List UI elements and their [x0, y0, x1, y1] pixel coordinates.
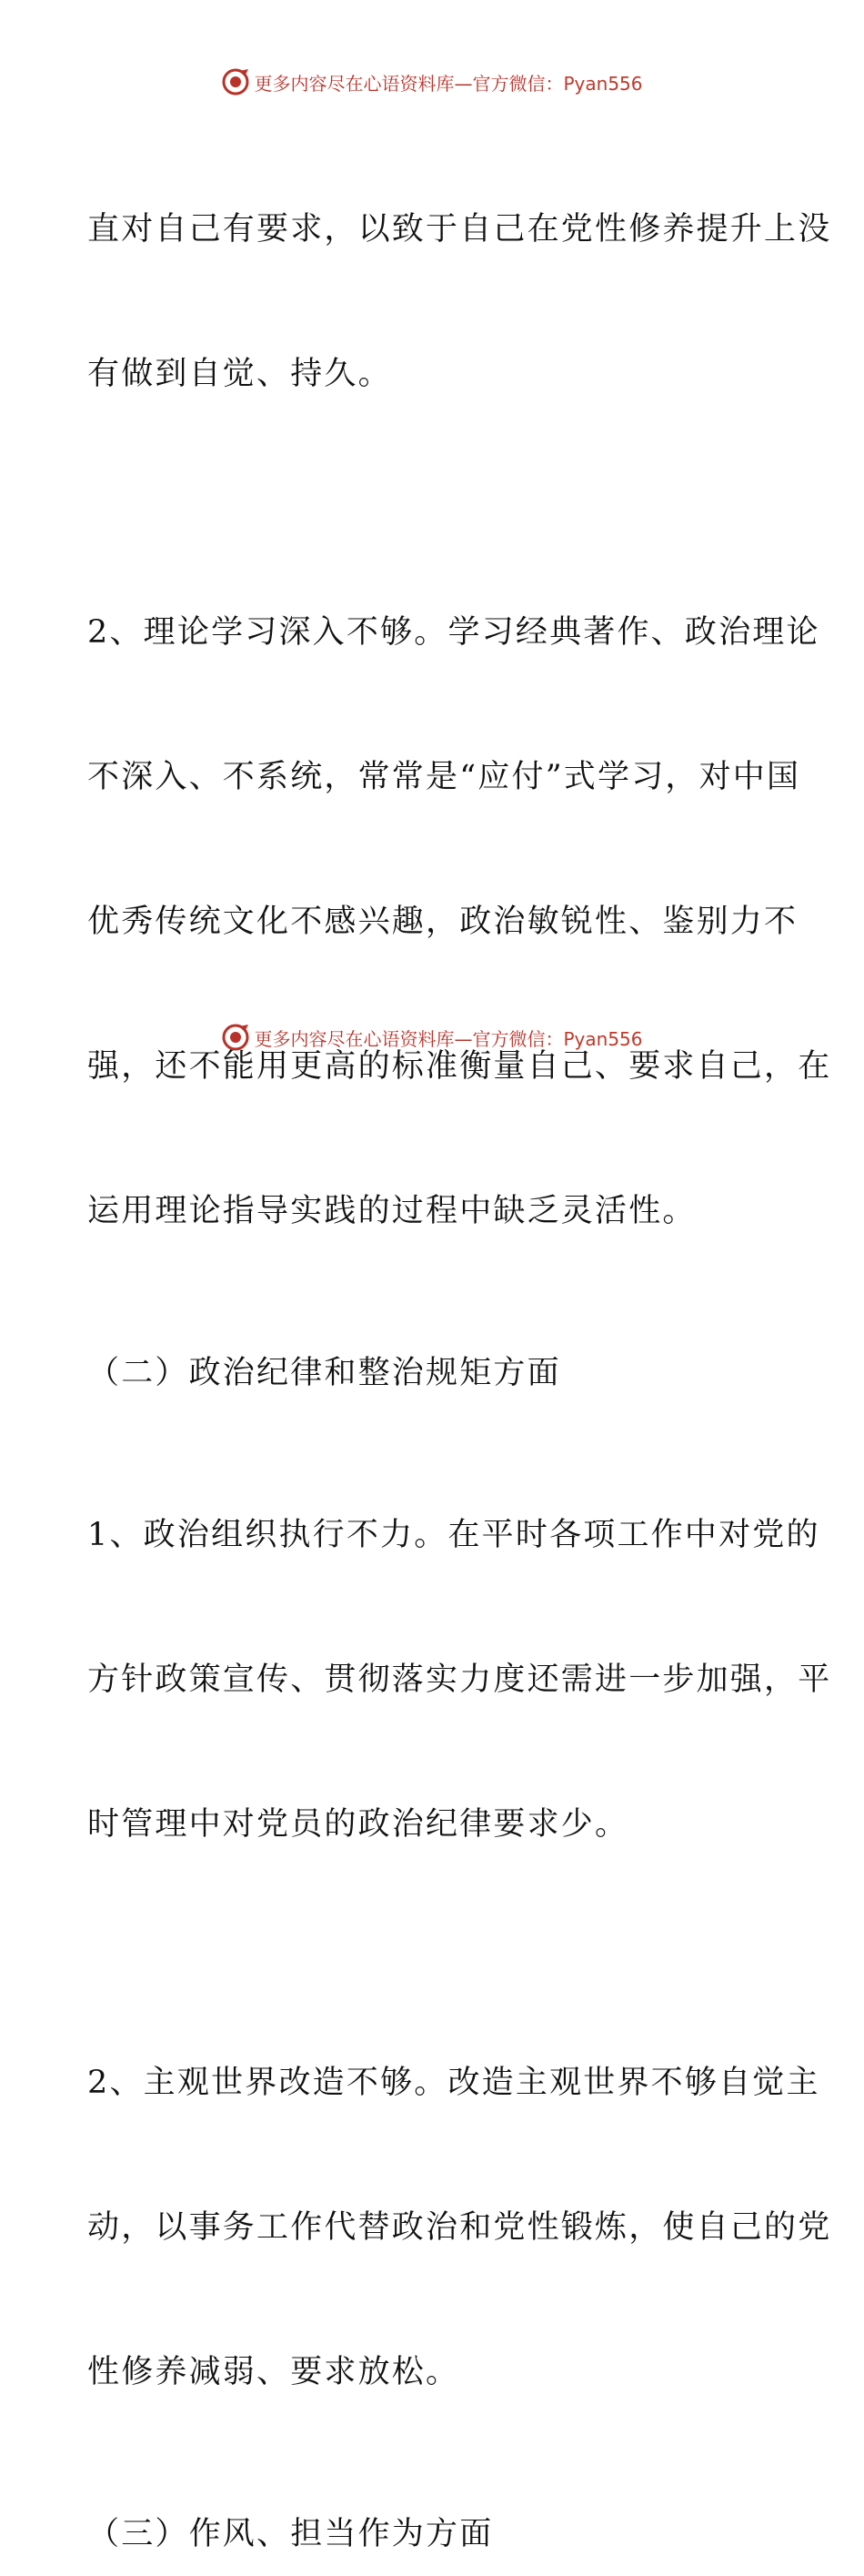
watermark-wechat-label: 官方微信： [472, 1027, 564, 1050]
section-heading-3: （三）作风、担当作为方面 [87, 2516, 494, 2552]
header-watermark-banner [0, 64, 864, 100]
footer-watermark-banner [0, 1019, 864, 1056]
section-heading-2: （二）政治纪律和整治规矩方面 [87, 1355, 561, 1391]
text-line: 有做到自觉、持久。 [87, 356, 392, 392]
text-line: 时管理中对党员的政治纪律要求少。 [87, 1806, 629, 1843]
watermark-separator: — [454, 1027, 473, 1050]
paragraph-1 [87, 109, 832, 495]
text-line: 优秀传统文化不感兴趣，政治敏锐性、鉴别力不 [87, 904, 799, 940]
text-line: 运用理论指导实践的过程中缺乏灵活性。 [87, 1193, 697, 1229]
text-line: 2、理论学习深入不够。学习经典著作、政治理论 [87, 614, 820, 651]
stamp-logo-icon [221, 1023, 250, 1052]
text-line: 性修养减弱、要求放松。 [87, 2354, 460, 2390]
document-body [87, 109, 832, 2576]
stamp-logo-icon [221, 67, 250, 96]
paragraph-4 [87, 1963, 832, 2493]
text-line: 不深入、不系统，常常是“应付”式学习，对中国 [87, 759, 801, 795]
watermark-cn-text: 更多内容尽在心语资料库 [254, 1027, 455, 1050]
watermark-cn-text: 更多内容尽在心语资料库 [254, 72, 455, 95]
watermark-wechat-id: Pyan556 [563, 1027, 643, 1050]
text-line: 方针政策宣传、贯彻落实力度还需进一步加强，平 [87, 1662, 832, 1698]
text-line: 强，还不能用更高的标准衡量自己、要求自己，在 [87, 1048, 832, 1085]
paragraph-2 [87, 512, 832, 1332]
paragraph-3 [87, 1415, 832, 1945]
watermark-text [254, 69, 642, 96]
watermark-wechat-label: 官方微信： [472, 72, 564, 95]
watermark-wechat-id: Pyan556 [563, 72, 643, 95]
watermark-text [254, 1025, 642, 1051]
text-line: 直对自己有要求，以致于自己在党性修养提升上没 [87, 211, 832, 247]
text-line: 1、政治组织执行不力。在平时各项工作中对党的 [87, 1517, 820, 1553]
watermark-separator: — [454, 72, 473, 95]
text-line: 2、主观世界改造不够。改造主观世界不够自觉主 [87, 2065, 820, 2101]
text-line: 动，以事务工作代替政治和党性锻炼，使自己的党 [87, 2209, 832, 2246]
